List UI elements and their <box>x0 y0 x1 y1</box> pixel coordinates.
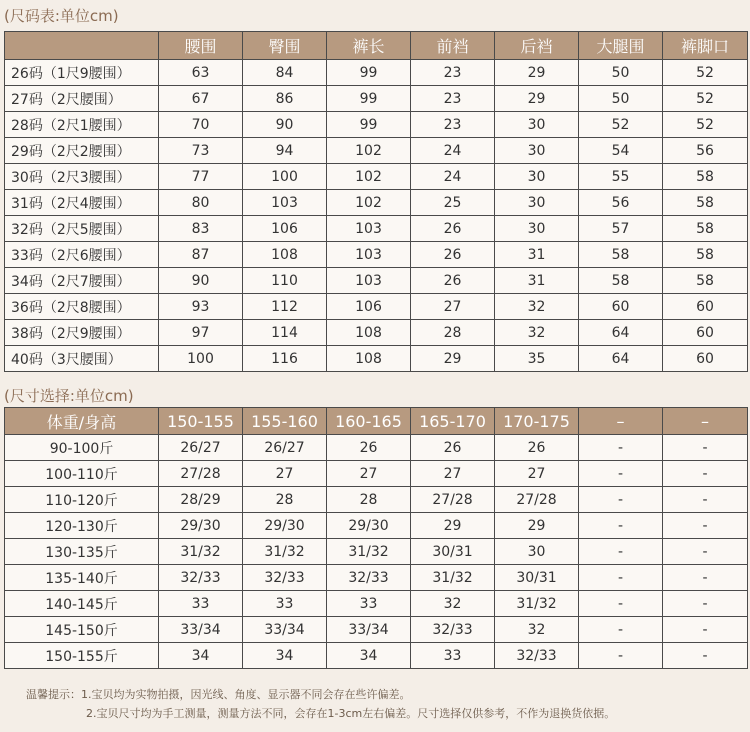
size-chart-cell: 83 <box>159 216 243 242</box>
size-chart-row-label: 36码（2尺8腰围） <box>5 294 159 320</box>
fit-chart-row-label: 120-130斤 <box>5 513 159 539</box>
size-chart-cell: 64 <box>579 346 663 372</box>
fit-chart-cell: - <box>579 487 663 513</box>
fit-chart-cell: 31/32 <box>411 565 495 591</box>
fit-chart-row <box>5 643 748 669</box>
size-chart-cell: 99 <box>327 112 411 138</box>
fit-chart-cell: 27/28 <box>411 487 495 513</box>
size-chart-cell: 99 <box>327 60 411 86</box>
size-chart-cell: 106 <box>327 294 411 320</box>
fit-chart-cell: 28 <box>243 487 327 513</box>
size-chart-cell: 60 <box>663 294 748 320</box>
fit-chart-row <box>5 539 748 565</box>
fit-chart-cell: 28/29 <box>159 487 243 513</box>
size-chart-row <box>5 216 748 242</box>
notes <box>26 685 615 723</box>
size-chart-row <box>5 320 748 346</box>
size-chart-cell: 102 <box>327 138 411 164</box>
size-chart-row-label: 27码（2尺腰围） <box>5 86 159 112</box>
size-chart-row-label: 29码（2尺2腰围） <box>5 138 159 164</box>
fit-chart-cell: - <box>663 487 748 513</box>
size-chart-row-label: 40码（3尺腰围） <box>5 346 159 372</box>
fit-chart-cell: 32/33 <box>495 643 579 669</box>
size-chart-column-header: 大腿围 <box>579 32 663 60</box>
fit-chart-cell: 33 <box>327 591 411 617</box>
fit-chart-cell: 29 <box>495 513 579 539</box>
size-chart-cell: 23 <box>411 86 495 112</box>
size-chart-row <box>5 268 748 294</box>
fit-chart-column-header: 165-170 <box>411 408 495 435</box>
fit-chart-row <box>5 461 748 487</box>
fit-chart-cell: 33 <box>159 591 243 617</box>
fit-chart-row-label: 150-155斤 <box>5 643 159 669</box>
size-chart-column-header: 裤脚口 <box>663 32 748 60</box>
size-chart-title: (尺码表:单位cm) <box>4 7 119 25</box>
size-chart-cell: 25 <box>411 190 495 216</box>
size-chart-cell: 26 <box>411 216 495 242</box>
fit-chart-row-label: 110-120斤 <box>5 487 159 513</box>
size-chart-row-label: 30码（2尺3腰围） <box>5 164 159 190</box>
fit-chart-cell: 30/31 <box>495 565 579 591</box>
size-chart-cell: 94 <box>243 138 327 164</box>
fit-chart-cell: 27 <box>495 461 579 487</box>
size-chart-cell: 112 <box>243 294 327 320</box>
size-chart-cell: 60 <box>579 294 663 320</box>
size-chart-cell: 26 <box>411 242 495 268</box>
fit-chart-cell: 32 <box>411 591 495 617</box>
size-chart-cell: 108 <box>327 320 411 346</box>
size-chart-cell: 24 <box>411 138 495 164</box>
fit-chart-column-header: 150-155 <box>159 408 243 435</box>
size-chart-row-label: 28码（2尺1腰围） <box>5 112 159 138</box>
size-chart-column-header: 前裆 <box>411 32 495 60</box>
size-chart-cell: 116 <box>243 346 327 372</box>
size-chart-cell: 90 <box>159 268 243 294</box>
size-chart-cell: 60 <box>663 320 748 346</box>
size-chart-cell: 50 <box>579 86 663 112</box>
size-chart-cell: 52 <box>663 60 748 86</box>
fit-chart-cell: 26 <box>495 435 579 461</box>
fit-chart-cell: 31/32 <box>243 539 327 565</box>
fit-chart-cell: 32/33 <box>411 617 495 643</box>
fit-chart-cell: 31/32 <box>159 539 243 565</box>
fit-chart-row-label: 135-140斤 <box>5 565 159 591</box>
fit-chart-row-label: 145-150斤 <box>5 617 159 643</box>
size-chart-cell: 114 <box>243 320 327 346</box>
size-chart-cell: 56 <box>579 190 663 216</box>
size-chart-cell: 102 <box>327 164 411 190</box>
size-chart-row-label: 34码（2尺7腰围） <box>5 268 159 294</box>
size-chart-row <box>5 164 748 190</box>
size-chart-cell: 26 <box>411 268 495 294</box>
fit-chart-cell: 29/30 <box>327 513 411 539</box>
size-chart-cell: 110 <box>243 268 327 294</box>
size-chart-row <box>5 294 748 320</box>
fit-chart-cell: 29/30 <box>159 513 243 539</box>
size-chart-cell: 64 <box>579 320 663 346</box>
note-line-2: 2.宝贝尺寸均为手工测量，测量方法不同，会存在1-3cm左右偏差。尺寸选择仅供参考，不作为退换货依据。 <box>86 707 616 720</box>
size-chart-cell: 30 <box>495 164 579 190</box>
fit-chart-column-header: – <box>579 408 663 435</box>
size-chart-column-header <box>5 32 159 60</box>
size-chart-cell: 99 <box>327 86 411 112</box>
fit-chart-cell: 29/30 <box>243 513 327 539</box>
size-chart-cell: 29 <box>411 346 495 372</box>
size-chart-cell: 108 <box>327 346 411 372</box>
size-chart-row-label: 38码（2尺9腰围） <box>5 320 159 346</box>
size-chart-cell: 108 <box>243 242 327 268</box>
fit-chart-cell: 32/33 <box>159 565 243 591</box>
size-chart-cell: 90 <box>243 112 327 138</box>
fit-chart-row-label: 140-145斤 <box>5 591 159 617</box>
size-chart-cell: 27 <box>411 294 495 320</box>
fit-chart-cell: 34 <box>243 643 327 669</box>
fit-chart-column-header: 体重/身高 <box>5 408 159 435</box>
size-chart-cell: 52 <box>663 112 748 138</box>
fit-chart-cell: - <box>663 617 748 643</box>
size-chart-cell: 55 <box>579 164 663 190</box>
size-chart-cell: 87 <box>159 242 243 268</box>
size-chart-row <box>5 346 748 372</box>
fit-chart-cell: - <box>579 591 663 617</box>
fit-chart-cell: 33/34 <box>243 617 327 643</box>
fit-chart-cell: 27/28 <box>495 487 579 513</box>
size-chart-cell: 57 <box>579 216 663 242</box>
size-chart-column-header: 裤长 <box>327 32 411 60</box>
fit-chart-cell: 31/32 <box>495 591 579 617</box>
fit-chart-cell: 26 <box>327 435 411 461</box>
size-chart-cell: 23 <box>411 112 495 138</box>
size-chart-cell: 54 <box>579 138 663 164</box>
fit-chart-cell: 27/28 <box>159 461 243 487</box>
size-chart-cell: 30 <box>495 112 579 138</box>
fit-chart-table <box>4 407 748 669</box>
fit-chart-cell: - <box>579 617 663 643</box>
fit-chart-cell: - <box>663 591 748 617</box>
size-chart-cell: 30 <box>495 190 579 216</box>
size-chart-row <box>5 242 748 268</box>
fit-chart-cell: 32/33 <box>327 565 411 591</box>
fit-chart-row <box>5 591 748 617</box>
fit-chart-row <box>5 435 748 461</box>
fit-chart-cell: - <box>663 513 748 539</box>
size-chart-cell: 58 <box>663 164 748 190</box>
fit-chart-cell: 30 <box>495 539 579 565</box>
size-chart-cell: 23 <box>411 60 495 86</box>
size-chart-cell: 52 <box>579 112 663 138</box>
fit-chart-column-header: 155-160 <box>243 408 327 435</box>
size-chart-cell: 103 <box>327 242 411 268</box>
fit-chart-cell: 32/33 <box>243 565 327 591</box>
size-chart-cell: 32 <box>495 320 579 346</box>
fit-chart-title: (尺寸选择:单位cm) <box>4 387 134 405</box>
fit-chart-row <box>5 487 748 513</box>
size-chart-cell: 58 <box>663 268 748 294</box>
fit-chart-cell: - <box>579 461 663 487</box>
fit-chart-cell: - <box>579 565 663 591</box>
fit-chart-cell: 33/34 <box>159 617 243 643</box>
size-chart-row <box>5 112 748 138</box>
size-chart-row-label: 26码（1尺9腰围） <box>5 60 159 86</box>
size-chart-cell: 86 <box>243 86 327 112</box>
size-chart-cell: 103 <box>327 268 411 294</box>
fit-chart-cell: 32 <box>495 617 579 643</box>
size-chart-cell: 97 <box>159 320 243 346</box>
size-chart-column-header: 后裆 <box>495 32 579 60</box>
size-chart-cell: 28 <box>411 320 495 346</box>
fit-chart-cell: - <box>663 565 748 591</box>
fit-chart-row <box>5 513 748 539</box>
fit-chart-row <box>5 617 748 643</box>
size-chart-cell: 100 <box>243 164 327 190</box>
size-chart-cell: 93 <box>159 294 243 320</box>
fit-chart-cell: 27 <box>243 461 327 487</box>
fit-chart-cell: - <box>663 461 748 487</box>
size-chart-cell: 29 <box>495 60 579 86</box>
size-chart-cell: 58 <box>579 242 663 268</box>
size-chart-cell: 58 <box>663 190 748 216</box>
size-chart-cell: 50 <box>579 60 663 86</box>
fit-chart-row-label: 90-100斤 <box>5 435 159 461</box>
fit-chart-cell: 34 <box>159 643 243 669</box>
fit-chart-cell: - <box>579 513 663 539</box>
size-chart-row-label: 31码（2尺4腰围） <box>5 190 159 216</box>
size-chart-cell: 24 <box>411 164 495 190</box>
fit-chart-cell: 27 <box>327 461 411 487</box>
size-chart-column-header: 腰围 <box>159 32 243 60</box>
size-chart-cell: 103 <box>327 216 411 242</box>
fit-chart-cell: 26/27 <box>159 435 243 461</box>
fit-chart-cell: - <box>579 643 663 669</box>
size-chart-cell: 80 <box>159 190 243 216</box>
size-chart-cell: 84 <box>243 60 327 86</box>
note-line-1: 温馨提示：1.宝贝均为实物拍摄，因光线、角度、显示器不同会存在些许偏差。 <box>26 688 411 701</box>
fit-chart-cell: - <box>663 435 748 461</box>
size-chart-cell: 52 <box>663 86 748 112</box>
fit-chart-cell: 28 <box>327 487 411 513</box>
size-chart-cell: 102 <box>327 190 411 216</box>
size-chart-cell: 31 <box>495 268 579 294</box>
size-chart-cell: 30 <box>495 216 579 242</box>
size-chart-cell: 30 <box>495 138 579 164</box>
size-chart-cell: 77 <box>159 164 243 190</box>
size-chart-cell: 106 <box>243 216 327 242</box>
size-chart-table <box>4 31 748 372</box>
size-chart-cell: 63 <box>159 60 243 86</box>
size-chart-cell: 100 <box>159 346 243 372</box>
size-chart-cell: 103 <box>243 190 327 216</box>
fit-chart-row-label: 130-135斤 <box>5 539 159 565</box>
fit-chart-column-header: 160-165 <box>327 408 411 435</box>
fit-chart-cell: - <box>579 539 663 565</box>
fit-chart-cell: 27 <box>411 461 495 487</box>
fit-chart-cell: 33 <box>243 591 327 617</box>
size-chart-row <box>5 190 748 216</box>
fit-chart-column-header: – <box>663 408 748 435</box>
size-chart-header-row <box>5 32 748 60</box>
size-chart-cell: 56 <box>663 138 748 164</box>
fit-chart-cell: 33/34 <box>327 617 411 643</box>
fit-chart-cell: - <box>663 643 748 669</box>
size-chart-cell: 31 <box>495 242 579 268</box>
size-chart-row-label: 33码（2尺6腰围） <box>5 242 159 268</box>
fit-chart-row <box>5 565 748 591</box>
fit-chart-cell: 26 <box>411 435 495 461</box>
size-chart-cell: 29 <box>495 86 579 112</box>
fit-chart-cell: 34 <box>327 643 411 669</box>
fit-chart-cell: - <box>663 539 748 565</box>
size-chart-cell: 58 <box>663 242 748 268</box>
fit-chart-header-row <box>5 408 748 435</box>
size-chart-cell: 32 <box>495 294 579 320</box>
fit-chart-cell: 26/27 <box>243 435 327 461</box>
size-chart-row-label: 32码（2尺5腰围） <box>5 216 159 242</box>
fit-chart-cell: 30/31 <box>411 539 495 565</box>
size-chart-column-header: 臀围 <box>243 32 327 60</box>
size-chart-row <box>5 60 748 86</box>
fit-chart-cell: 29 <box>411 513 495 539</box>
size-chart-cell: 70 <box>159 112 243 138</box>
fit-chart-cell: - <box>579 435 663 461</box>
fit-chart-row-label: 100-110斤 <box>5 461 159 487</box>
size-chart-cell: 73 <box>159 138 243 164</box>
fit-chart-column-header: 170-175 <box>495 408 579 435</box>
size-chart-cell: 58 <box>579 268 663 294</box>
size-chart-cell: 67 <box>159 86 243 112</box>
size-chart-cell: 35 <box>495 346 579 372</box>
size-chart-cell: 58 <box>663 216 748 242</box>
size-chart-row <box>5 138 748 164</box>
size-chart-cell: 60 <box>663 346 748 372</box>
fit-chart-cell: 31/32 <box>327 539 411 565</box>
size-chart-row <box>5 86 748 112</box>
fit-chart-cell: 33 <box>411 643 495 669</box>
